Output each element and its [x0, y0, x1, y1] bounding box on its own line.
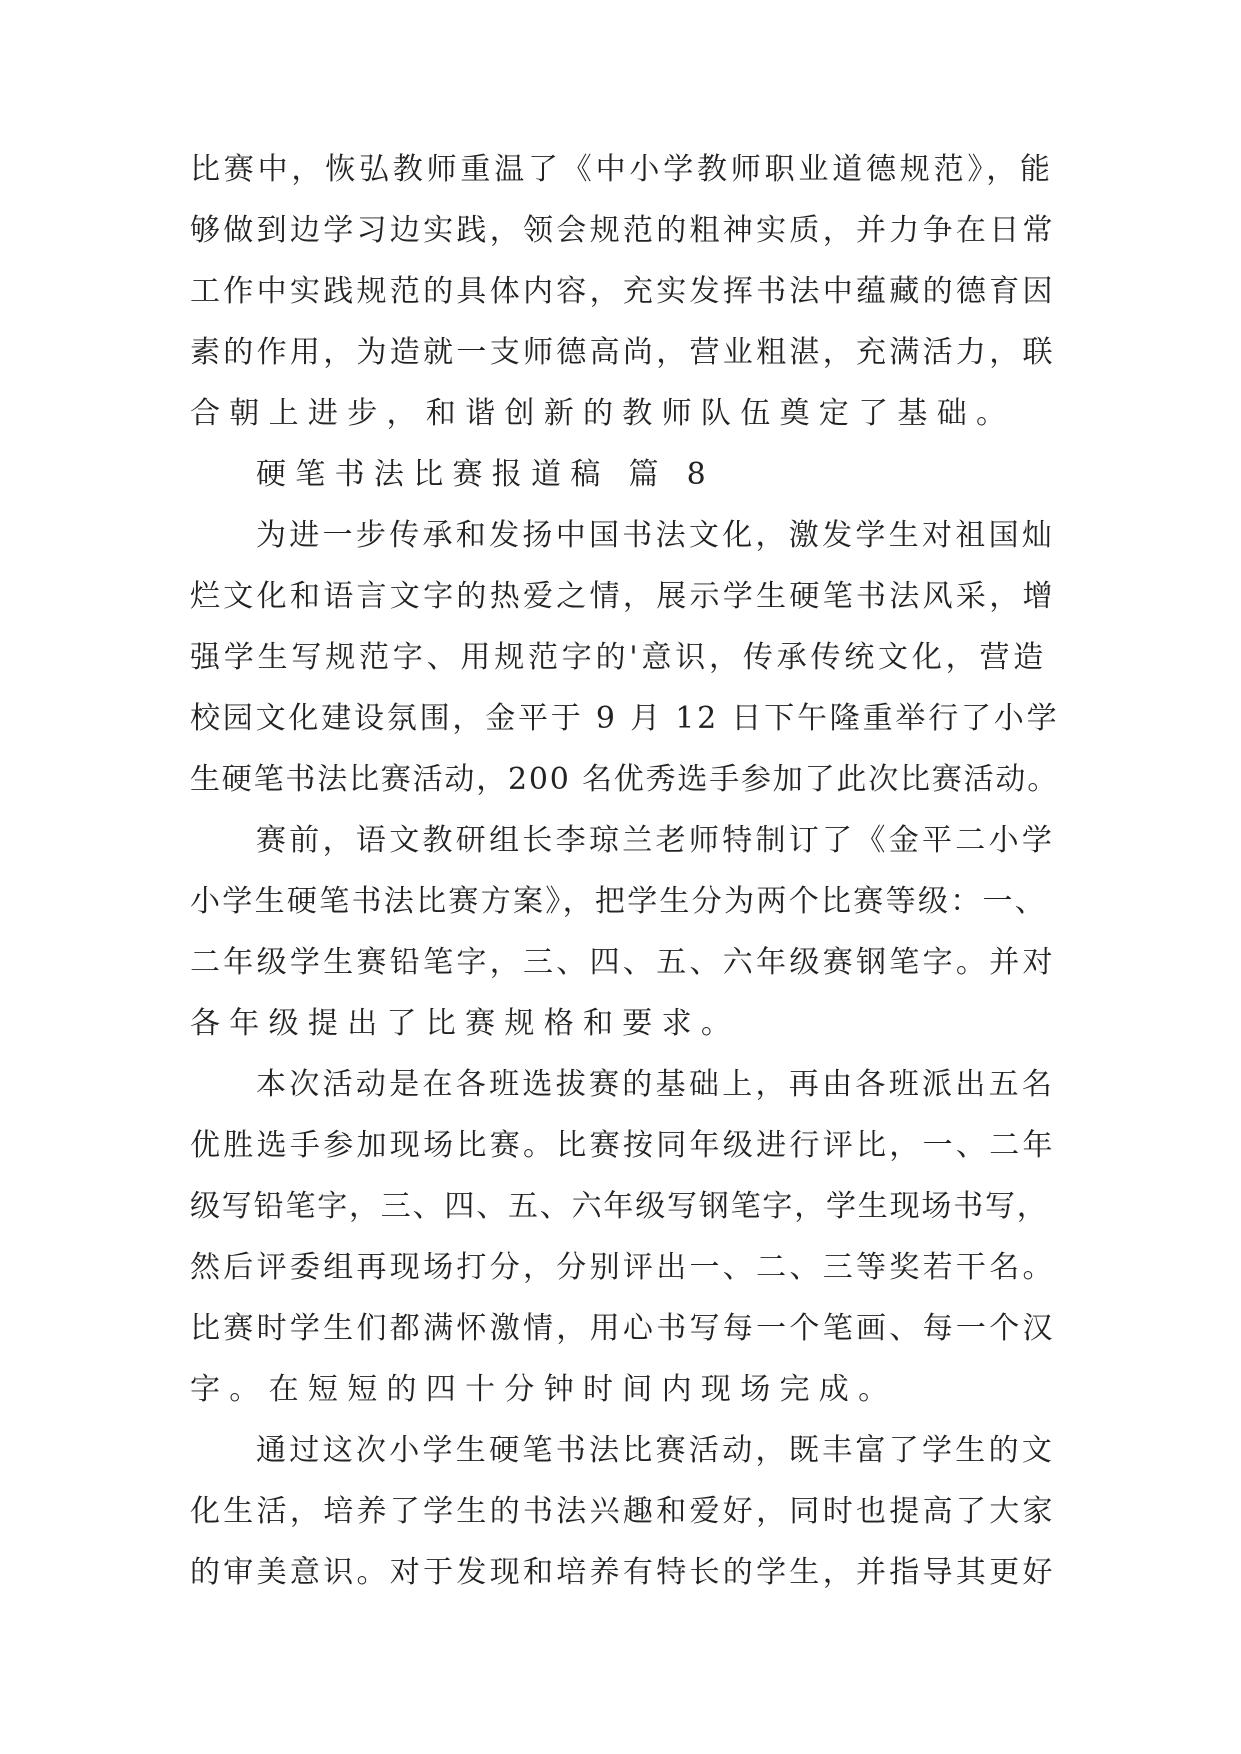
- section-heading: 硬笔书法比赛报道稿 篇 8: [256, 457, 716, 492]
- text-line: 比赛时学生们都满怀激情，用心书写每一个笔画、每一个汉: [190, 1311, 1056, 1346]
- text-line: 比赛中，恢弘教师重温了《中小学教师职业道德规范》，能: [190, 152, 1054, 187]
- text-line: 然后评委组再现场打分，分别评出一、二、三等奖若干名。: [190, 1250, 1056, 1285]
- text-line: 本次活动是在各班选拔赛的基础上，再由各班派出五名: [256, 1067, 1056, 1102]
- text-line: 为进一步传承和发扬中国书法文化，激发学生对祖国灿: [256, 518, 1056, 553]
- text-line: 通过这次小学生硬笔书法比赛活动，既丰富了学生的文: [256, 1433, 1056, 1468]
- text-line: 优胜选手参加现场比赛。比赛按同年级进行评比，一、二年: [190, 1128, 1056, 1163]
- text-line: 生硬笔书法比赛活动，200 名优秀选手参加了此次比赛活动。: [190, 762, 1059, 797]
- text-line: 的审美意识。对于发现和培养有特长的学生，并指导其更好: [190, 1555, 1056, 1590]
- text-line: 级写铅笔字，三、四、五、六年级写钢笔字，学生现场书写，: [190, 1189, 1049, 1224]
- text-line: 强学生写规范字、用规范字的'意识，传承传统文化，营造: [190, 640, 1048, 675]
- text-line: 二年级学生赛铅笔字，三、四、五、六年级赛钢笔字。并对: [190, 945, 1056, 980]
- text-line: 合朝上进步，和谐创新的教师队伍奠定了基础。: [190, 396, 1016, 431]
- text-line: 工作中实践规范的具体内容，充实发挥书法中蕴藏的德育因: [190, 274, 1056, 309]
- text-line: 烂文化和语言文字的热爱之情，展示学生硬笔书法风采，增: [190, 579, 1056, 614]
- text-line: 各年级提出了比赛规格和要求。: [190, 1006, 741, 1041]
- text-line: 校园文化建设氛围，金平于 9 月 12 日下午隆重举行了小学: [190, 701, 1060, 736]
- text-line: 小学生硬笔书法比赛方案》，把学生分为两个比赛等级：一、: [190, 884, 1048, 919]
- text-line: 够做到边学习边实践，领会规范的粗神实质，并力争在日常: [190, 213, 1056, 248]
- text-line: 素的作用，为造就一支师德高尚，营业粗湛，充满活力，联: [190, 335, 1056, 370]
- text-line: 赛前，语文教研组长李琼兰老师特制订了《金平二小学: [256, 823, 1056, 858]
- text-line: 化生活，培养了学生的书法兴趣和爱好，同时也提高了大家: [190, 1494, 1056, 1529]
- text-line: 字。在短短的四十分钟时间内现场完成。: [190, 1372, 898, 1407]
